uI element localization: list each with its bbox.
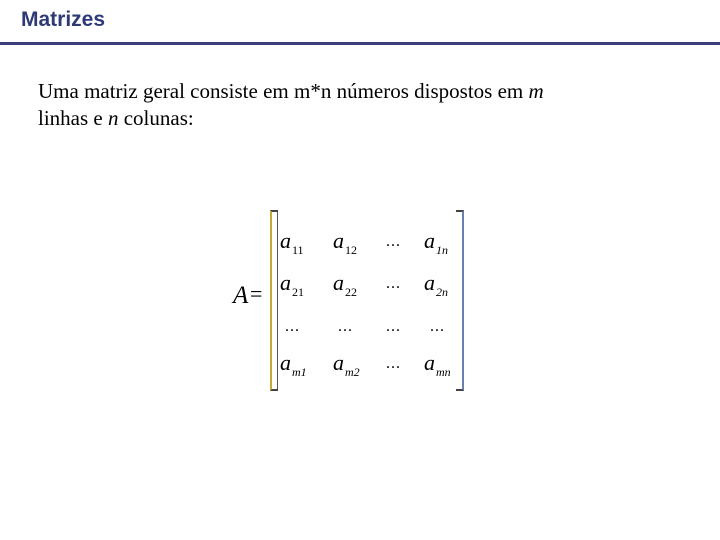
matrix-cell-a1n: $a_{1n}$ <box>424 228 448 257</box>
matrix-cell-a21: $a_{21}$ <box>280 270 304 299</box>
matrix-cell-am1: $a_{m1}$ <box>280 350 307 379</box>
body-n-variable: n <box>107 106 119 130</box>
matrix-right-bracket <box>456 210 464 391</box>
body-text-line2-end: colunas: <box>118 106 194 130</box>
matrix-cell-dots: ... <box>386 233 401 250</box>
matrix-cell-a11: $a_{11}$ <box>280 228 304 257</box>
body-text-line1: Uma matriz geral consiste em m*n números dispostos em <box>38 79 529 103</box>
body-m-variable: m <box>528 79 544 103</box>
matrix-cell-dots: ... <box>285 318 300 335</box>
body-paragraph <box>38 78 658 132</box>
matrix-cell-dots: ... <box>386 318 401 335</box>
matrix-cell-a22: $a_{22}$ <box>333 270 357 299</box>
matrix-equals-sign: = <box>250 281 263 306</box>
title-divider <box>0 42 720 45</box>
matrix-left-bracket <box>270 210 278 391</box>
matrix-cell-a2n: $a_{2n}$ <box>424 270 448 299</box>
matrix-cell-dots: ... <box>430 318 445 335</box>
matrix-cell-dots: ... <box>338 318 353 335</box>
matrix-cell-a12: $a_{12}$ <box>333 228 357 257</box>
matrix-cell-amn: $a_{mn}$ <box>424 350 451 379</box>
matrix-cell-dots: ... <box>386 275 401 292</box>
slide-title: Matrizes <box>21 8 106 31</box>
matrix-label: A <box>233 282 249 309</box>
body-text-line2-start: linhas e <box>38 106 108 130</box>
matrix-cell-am2: $a_{m2}$ <box>333 350 360 379</box>
matrix-cell-dots: ... <box>386 355 401 372</box>
